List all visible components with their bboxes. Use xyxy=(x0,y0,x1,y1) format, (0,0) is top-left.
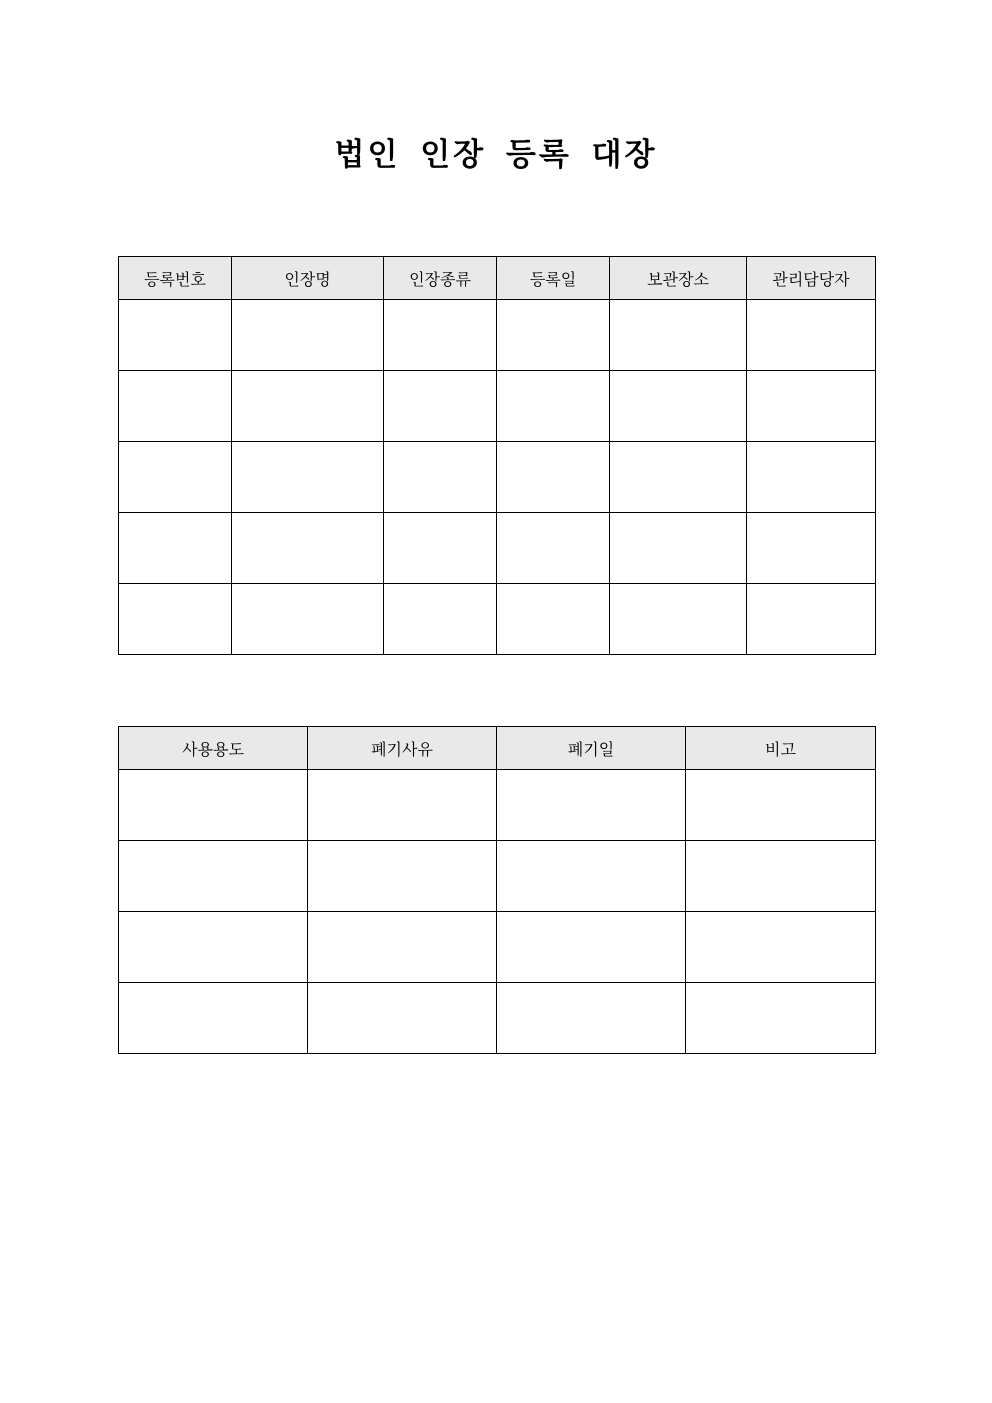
table-cell[interactable] xyxy=(232,513,384,584)
table-cell[interactable] xyxy=(610,371,747,442)
column-header-disposal-date: 폐기일 xyxy=(497,727,686,770)
table-cell[interactable] xyxy=(747,300,876,371)
table-cell[interactable] xyxy=(610,300,747,371)
table-row xyxy=(119,770,876,841)
table-cell[interactable] xyxy=(497,584,610,655)
table-cell[interactable] xyxy=(119,584,232,655)
table-cell[interactable] xyxy=(119,983,308,1054)
table-cell[interactable] xyxy=(610,584,747,655)
table-header-row xyxy=(119,727,876,770)
table-cell[interactable] xyxy=(119,841,308,912)
table-cell[interactable] xyxy=(384,371,497,442)
column-header-seal-name: 인장명 xyxy=(232,257,384,300)
table-cell[interactable] xyxy=(119,912,308,983)
table-cell[interactable] xyxy=(497,841,686,912)
table-cell[interactable] xyxy=(308,983,497,1054)
column-header-seal-type: 인장종류 xyxy=(384,257,497,300)
table-cell[interactable] xyxy=(119,300,232,371)
table-cell[interactable] xyxy=(747,513,876,584)
table-cell[interactable] xyxy=(747,371,876,442)
table-row xyxy=(119,912,876,983)
table-cell[interactable] xyxy=(497,513,610,584)
table-cell[interactable] xyxy=(232,300,384,371)
table-cell[interactable] xyxy=(686,770,876,841)
table-row xyxy=(119,371,876,442)
table-header-row xyxy=(119,257,876,300)
table-row xyxy=(119,513,876,584)
table-cell[interactable] xyxy=(308,912,497,983)
table-cell[interactable] xyxy=(119,770,308,841)
seal-usage-table xyxy=(118,726,876,1054)
table-cell[interactable] xyxy=(497,300,610,371)
column-header-disposal-reason: 폐기사유 xyxy=(308,727,497,770)
table-cell[interactable] xyxy=(747,584,876,655)
column-header-registration-number: 등록번호 xyxy=(119,257,232,300)
table-cell[interactable] xyxy=(610,442,747,513)
table-cell[interactable] xyxy=(232,371,384,442)
table-cell[interactable] xyxy=(610,513,747,584)
table-cell[interactable] xyxy=(384,300,497,371)
table-cell[interactable] xyxy=(497,983,686,1054)
table-cell[interactable] xyxy=(497,442,610,513)
table-cell[interactable] xyxy=(119,371,232,442)
table-cell[interactable] xyxy=(308,841,497,912)
column-header-registration-date: 등록일 xyxy=(497,257,610,300)
table-cell[interactable] xyxy=(308,770,497,841)
table-cell[interactable] xyxy=(384,584,497,655)
table-cell[interactable] xyxy=(384,442,497,513)
table-cell[interactable] xyxy=(232,442,384,513)
column-header-storage-location: 보관장소 xyxy=(610,257,747,300)
column-header-remarks: 비고 xyxy=(686,727,876,770)
table-cell[interactable] xyxy=(747,442,876,513)
table-cell[interactable] xyxy=(384,513,497,584)
table-cell[interactable] xyxy=(232,584,384,655)
column-header-purpose: 사용용도 xyxy=(119,727,308,770)
table-row xyxy=(119,983,876,1054)
table-cell[interactable] xyxy=(119,442,232,513)
table-cell[interactable] xyxy=(119,513,232,584)
table-cell[interactable] xyxy=(497,770,686,841)
table-cell[interactable] xyxy=(686,912,876,983)
table-cell[interactable] xyxy=(497,912,686,983)
table-cell[interactable] xyxy=(686,841,876,912)
table-row xyxy=(119,841,876,912)
table-row xyxy=(119,584,876,655)
table-cell[interactable] xyxy=(497,371,610,442)
column-header-manager: 관리담당자 xyxy=(747,257,876,300)
table-row xyxy=(119,300,876,371)
table-row xyxy=(119,442,876,513)
table-cell[interactable] xyxy=(686,983,876,1054)
seal-registry-table xyxy=(118,256,876,655)
page-title: 법인 인장 등록 대장 xyxy=(334,137,658,173)
